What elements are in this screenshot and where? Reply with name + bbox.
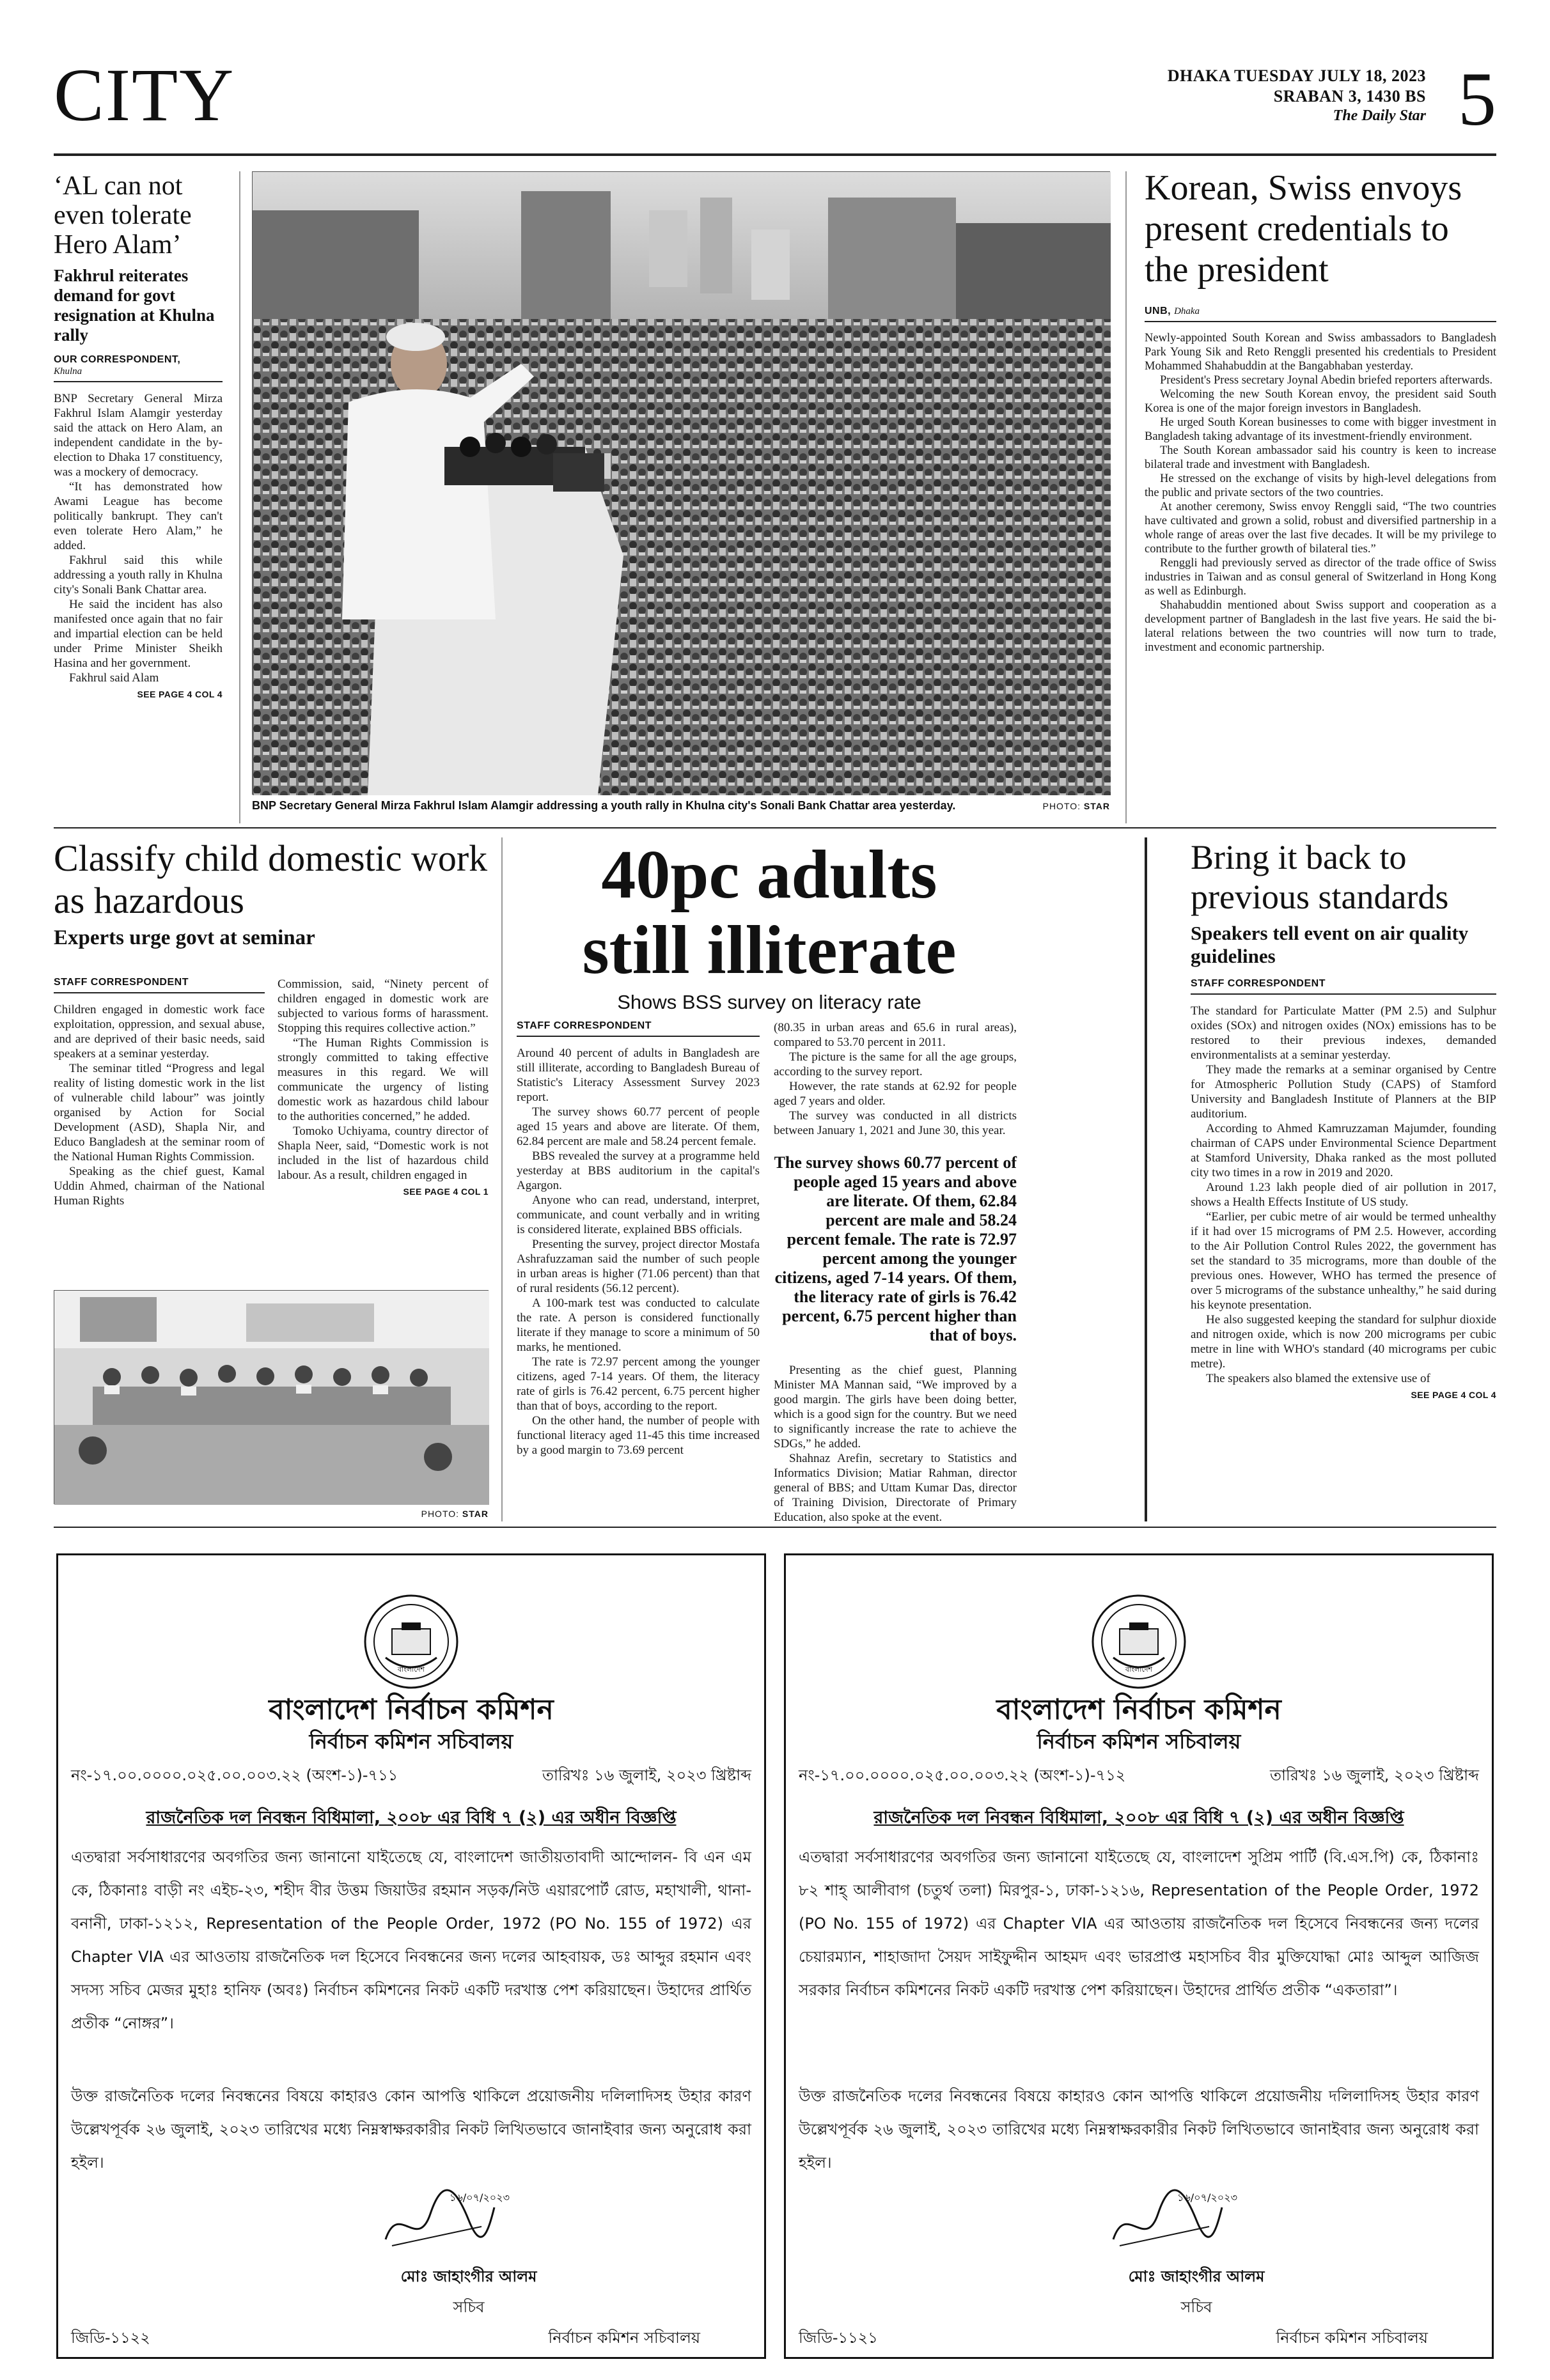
story-literacy	[517, 837, 1022, 1014]
story-child-byline: STAFF CORRESPONDENT	[54, 977, 265, 993]
notice-date: তারিখঃ ১৬ জুলাই, ২০২৩ খ্রিষ্টাব্দ	[1269, 1766, 1479, 1784]
paragraph: He urged South Korean businesses to come with bigger investment in Bangladesh taking advantage of its investment-friendly environment.	[1145, 416, 1496, 443]
section-rule	[54, 827, 1496, 828]
story-child-jump[interactable]: SEE PAGE 4 COL 1	[403, 1186, 489, 1197]
page-number: 5	[1458, 56, 1496, 141]
notice-code: জিডি-১১২২	[71, 2329, 150, 2347]
story-literacy-col2	[774, 1020, 1017, 1525]
paragraph: “The Human Rights Commission is strongly committed to taking effective measures in this regard. We will communicate the urgency of listing domestic work as hazardous child labour to the authorities concerned,” he added.	[278, 1036, 489, 1123]
credit-label: PHOTO:	[421, 1509, 460, 1519]
paragraph: Renggli had previously served as director of the trade office of Swiss industries in Taiwan and as consul general of Switzerland in Hong Kong as well as Edinburgh.	[1145, 557, 1496, 598]
story-literacy-deck: Shows BSS survey on literacy rate	[617, 991, 921, 1013]
notice-title: বাংলাদেশ নির্বাচন কমিশন	[269, 1693, 554, 1726]
seminar-photo-illustration	[54, 1291, 489, 1505]
story-literacy-byline: STAFF CORRESPONDENT	[517, 1020, 760, 1037]
paragraph: BNP Secretary General Mirza Fakhrul Islam Alamgir yesterday said the attack on Hero Alam, an independent candidate in the by-election to Dhaka 17 constituency, was a mockery of democracy.	[54, 392, 223, 479]
signature-icon	[1100, 2175, 1237, 2259]
notice-body-2: উক্ত রাজনৈতিক দলের নিবন্ধনের বিষয়ে কাহারও কোন আপত্তি থাকিলে প্রয়োজনীয় দলিলাদিসহ উহার কারণ উল্লেখপূর্বক ২৬ জুলাই, ২০২৩ তারিখের মধ্যে নিম্নস্বাক্ষরকারীর নিকট লিখিতভাবে জানাইবার জন্য অনুরোধ করা হইল।	[71, 2087, 751, 2172]
paragraph: Welcoming the new South Korean envoy, the president said South Korea is one of the major foreign investors in Bangladesh.	[1145, 388, 1496, 415]
signature-date: ১৬/০৭/২০২৩	[1177, 2191, 1237, 2204]
story-child-body-2	[278, 977, 489, 1183]
section-rule	[54, 1527, 1496, 1528]
paragraph: Around 1.23 lakh people died of air pollution in 2017, shows a Health Effects Institute of US study.	[1191, 1181, 1496, 1209]
paragraph: Anyone who can read, understand, interpret, communicate, and count verbally and in writing is considered literate, explained BBS officials.	[517, 1194, 760, 1236]
paragraph: (80.35 in urban areas and 65.6 in rural areas), compared to 53.70 percent in 2011.	[774, 1021, 1017, 1049]
story-air-deck: Speakers tell event on air quality guidelines	[1191, 922, 1469, 967]
paragraph: Shahnaz Arefin, secretary to Statistics and Informatics Division; Matiar Rahman, director general of BBS; and Uttam Kumar Das, director of Training Division, Directorate of Primary Education, also spoke at the event.	[774, 1452, 1017, 1524]
byline-text: OUR CORRESPONDENT,	[54, 354, 181, 365]
story-child-col2	[278, 977, 489, 1197]
paragraph: “It has demonstrated how Awami League has become politically bankrupt. They can't even tolerate Hero Alam,” he added.	[54, 480, 223, 552]
main-photo	[252, 171, 1110, 795]
masthead	[54, 53, 1496, 153]
story-literacy-body-1	[517, 1046, 760, 1458]
dateline: DHAKA TUESDAY JULY 18, 2023	[1167, 66, 1426, 85]
notice-signatory: মোঃ জাহাংগীর আলম	[400, 2267, 537, 2285]
notice-subtitle: নির্বাচন কমিশন সচিবালয়	[309, 1729, 513, 1754]
byline-location: Khulna	[54, 366, 82, 377]
column-divider	[239, 171, 240, 823]
story-literacy-body-2	[774, 1020, 1017, 1138]
signature-date: ১৬/০৭/২০২৩	[450, 2191, 510, 2204]
masthead-rule	[54, 153, 1496, 156]
story-envoys-headline: Korean, Swiss envoys present credentials to the president	[1145, 168, 1462, 290]
story-envoys-body	[1145, 331, 1496, 655]
signature-icon	[373, 2175, 510, 2259]
paragraph: According to Ahmed Kamruzzaman Majumder, founding chairman of CAPS under Environmental Science Department at Stamford University, Dhaka ranked as the most polluted city two times in a row in 2019 and 2020.	[1191, 1122, 1496, 1179]
seminar-photo-credit	[54, 1509, 489, 1519]
credit-source: STAR	[1083, 801, 1110, 811]
paragraph: The seminar titled “Progress and legal reality of listing domestic work in the list of vulnerable child labour” was jointly organised by Action for Social Development (ASD), Shapla Nir, and Educo Bangladesh at the seminar room of the National Human Rights Commission.	[54, 1062, 265, 1163]
paragraph: He stressed on the exchange of visits by high-level delegations from the public and private sectors of the two countries.	[1145, 472, 1496, 499]
paragraph: BBS revealed the survey at a programme held yesterday at BBS auditorium in the capital's Agargon.	[517, 1149, 760, 1192]
paragraph: Commission, said, “Ninety percent of children engaged in domestic work are subjected to various forms of harassment. Stopping this requires collective action.”	[278, 977, 489, 1035]
notice-designation: সচিব	[1180, 2298, 1212, 2316]
byline-text: UNB,	[1145, 306, 1171, 316]
ec-notice-2	[784, 1553, 1494, 2359]
notice-designation: সচিব	[453, 2298, 485, 2316]
notice-ref: নং-১৭.০০.০০০০.০২৫.০০.০০৩.২২ (অংশ-১)-৭১১	[71, 1766, 398, 1784]
column-divider	[1125, 171, 1127, 823]
paragraph: A 100-mark test was conducted to calculate the rate. A person is considered functionally literate if they manage to score a minimum of 50 marks, he mentioned.	[517, 1296, 760, 1354]
paper-logo: The Daily Star	[1333, 107, 1426, 124]
story-child-col1	[54, 977, 265, 1208]
story-child-body-1	[54, 1002, 265, 1208]
paragraph: Fakhrul said this while addressing a youth rally in Khulna city's Sonali Bank Chattar area.	[54, 554, 223, 596]
story-air	[1191, 837, 1496, 1400]
paragraph: “Earlier, per cubic metre of air would be termed unhealthy if it had over 15 micrograms of PM 2.5. However, according to the Air Pollution Control Rules 2022, the government has set the standard to 35 micrograms, more than double of the previous ones. However, WHO has termed the presence of over 5 micrograms of the substance unhealthy,” he said during his keynote presentation.	[1191, 1210, 1496, 1312]
notice-footer	[799, 2326, 1479, 2352]
paragraph: Fakhrul said Alam	[69, 671, 159, 685]
paragraph: Presenting the survey, project director Mostafa Ashrafuzzaman said the number of such people in urban areas is higher (71.06 percent) than that of rural residents (56.12 percent).	[517, 1238, 760, 1295]
notice-office: নির্বাচন কমিশন সচিবালয়	[548, 2329, 700, 2347]
paragraph: The picture is the same for all the age groups, according to the survey report.	[774, 1050, 1017, 1078]
notice-body-2: উক্ত রাজনৈতিক দলের নিবন্ধনের বিষয়ে কাহারও কোন আপত্তি থাকিলে প্রয়োজনীয় দলিলাদিসহ উহার কারণ উল্লেখপূর্বক ২৬ জুলাই, ২০২৩ তারিখের মধ্যে নিম্নস্বাক্ষরকারীর নিকট লিখিতভাবে জানাইবার জন্য অনুরোধ করা হইল।	[799, 2087, 1479, 2172]
notice-title: বাংলাদেশ নির্বাচন কমিশন	[996, 1693, 1281, 1726]
story-literacy-col1	[517, 1020, 760, 1458]
notice-date: তারিখঃ ১৬ জুলাই, ২০২৩ খ্রিষ্টাব্দ	[542, 1766, 751, 1784]
rally-photo-illustration	[253, 172, 1111, 795]
story-alam-body	[54, 391, 223, 685]
story-child-deck: Experts urge govt at seminar	[54, 926, 315, 949]
notice-refline	[799, 1764, 1479, 1789]
ec-seal-icon	[363, 1594, 459, 1690]
notice-heading: রাজনৈতিক দল নিবন্ধন বিধিমালা, ২০০৮ এর বিধি ৭ (২) এর অধীন বিজ্ঞপ্তি	[873, 1808, 1404, 1828]
paragraph: At another ceremony, Swiss envoy Renggli said, “The two countries have cultivated and grown a solid, robust and diversified partnership in a whole range of areas over the last five decades. It will be my privilege to contribute to the further growth of bilateral ties.”	[1145, 501, 1496, 556]
paragraph: The speakers also blamed the extensive use of	[1206, 1372, 1430, 1385]
story-child	[54, 837, 489, 950]
ec-notice-1	[56, 1553, 766, 2359]
notice-refline	[71, 1764, 751, 1789]
story-air-headline: Bring it back to previous standards	[1191, 838, 1449, 916]
byline-location: Dhaka	[1174, 306, 1200, 316]
paragraph: However, the rate stands at 62.92 for people aged 7 years and older.	[774, 1080, 1017, 1108]
credit-source: STAR	[462, 1509, 489, 1519]
paragraph: The survey was conducted in all districts between January 1, 2021 and June 30, this year.	[774, 1109, 1017, 1137]
notice-ref: নং-১৭.০০.০০০০.০২৫.০০.০০৩.২২ (অংশ-১)-৭১২	[799, 1766, 1126, 1784]
paragraph: They made the remarks at a seminar organised by Centre for Atmospheric Pollution Study (CAPS) of Stamford University and Bangladesh Institute of Planners at the BIP auditorium.	[1191, 1063, 1496, 1121]
seal-text: বাংলাদেশ	[1125, 1665, 1153, 1674]
story-alam-deck: Fakhrul reiterates demand for govt resignation at Khulna rally	[54, 266, 215, 345]
story-envoys	[1145, 167, 1496, 655]
story-alam-byline	[54, 354, 223, 382]
paragraph: The survey shows 60.77 percent of people aged 15 years and above are literate. Of them, 62.84 percent are male and 58.24 percent female.	[517, 1105, 760, 1148]
paragraph: Presenting as the chief guest, Planning Minister MA Mannan said, “We improved by a good margin. The girls have been doing better, which is a good sign for the country. But we need to significantly increase the rate to achieve the SDGs,” he added.	[774, 1364, 1017, 1451]
story-child-headline: Classify child domestic work as hazardous	[54, 837, 488, 921]
story-air-jump[interactable]: SEE PAGE 4 COL 4	[1411, 1390, 1496, 1400]
photo-credit	[1043, 801, 1110, 811]
story-alam-jump[interactable]: SEE PAGE 4 COL 4	[137, 689, 223, 699]
section-title: CITY	[54, 53, 235, 137]
paragraph: Shahabuddin mentioned about Swiss support and cooperation as a development partner of Bangladesh in the last five years. He said the bi-lateral relations between the two countries will now turn to trade, investment and economic partnership.	[1145, 599, 1496, 654]
paragraph: The standard for Particulate Matter (PM 2.5) and Sulphur oxides (SOx) and nitrogen oxides (NOx) emissions has to be restored to their previous indexes, demanded environmentalists at a seminar yesterday.	[1191, 1004, 1496, 1062]
notice-footer	[71, 2326, 751, 2352]
ec-seal-icon	[1091, 1594, 1187, 1690]
dateline-block	[1168, 66, 1426, 125]
notice-code: জিডি-১১২১	[799, 2329, 878, 2347]
paragraph: President's Press secretary Joynal Abedin briefed reporters afterwards.	[1160, 374, 1493, 387]
notice-subtitle: নির্বাচন কমিশন সচিবালয়	[1037, 1729, 1241, 1754]
paragraph: Speaking as the chief guest, Kamal Uddin Ahmed, chairman of the National Human Rights	[54, 1165, 265, 1208]
story-air-body	[1191, 1004, 1496, 1386]
caption-text: BNP Secretary General Mirza Fakhrul Islam Alamgir addressing a youth rally in Khulna city's Sonali Bank Chattar area yesterday.	[252, 799, 956, 812]
main-photo-caption	[252, 799, 1110, 813]
paragraph: Tomoko Uchiyama, country director of Shapla Neer, said, “Domestic work is not included in the list of hazardous child labour. As a result, children engaged in	[278, 1124, 489, 1182]
seal-text: বাংলাদেশ	[397, 1665, 425, 1674]
notice-office: নির্বাচন কমিশন সচিবালয়	[1276, 2329, 1428, 2347]
credit-label: PHOTO:	[1042, 801, 1081, 811]
paragraph: He also suggested keeping the standard for sulphur dioxide and nitrogen oxide, which is now 200 micrograms per cubic metre in line with WHO's standard (40 micrograms per cubic metre).	[1191, 1313, 1496, 1371]
notice-body-1: এতদ্বারা সর্বসাধারণের অবগতির জন্য জানানো যাইতেছে যে, বাংলাদেশ সুপ্রিম পার্টি (বি.এস.পি) কে, ঠিকানাঃ ৮২ শাহ্ আলীবাগ (চতুর্থ তলা) মিরপুর-১, ঢাকা-১২১৬, Representation of the People Order, 1972 (PO No. 155 of 1972) এর Chapter VIA এর আওতায় রাজনৈতিক দল হিসেবে নিবন্ধনের জন্য দলের চেয়ারম্যান, শাহাজাদা সৈয়দ সাইফুদ্দীন আহমদ এবং ভারপ্রাপ্ত মহাসচিব বীর মুক্তিযোদ্ধা মোঃ আব্দুল আজিজ সরকার নির্বাচন কমিশনের নিকট একটি দরখাস্ত পেশ করিয়াছেন। উহাদের প্রার্থিত প্রতীক “একতারা”।	[799, 1848, 1479, 1999]
story-literacy-body-3	[774, 1363, 1017, 1525]
notice-heading: রাজনৈতিক দল নিবন্ধন বিধিমালা, ২০০৮ এর বিধি ৭ (২) এর অধীন বিজ্ঞপ্তি	[146, 1808, 677, 1828]
column-divider	[501, 837, 503, 1521]
column-divider	[1145, 837, 1147, 1521]
paragraph: Around 40 percent of adults in Bangladesh are still illiterate, according to Bangladesh Bureau of Statistic's Literacy Assessment Survey 2023 report.	[517, 1046, 760, 1104]
paragraph: The South Korean ambassador said his country is keen to increase bilateral trade and investment with Bangladesh.	[1145, 444, 1496, 471]
seminar-photo	[54, 1290, 489, 1504]
story-alam	[54, 171, 223, 699]
bengali-date: SRABAN 3, 1430 BS	[1273, 87, 1426, 105]
story-air-byline: STAFF CORRESPONDENT	[1191, 978, 1496, 995]
pull-quote: The survey shows 60.77 percent of people aged 15 years and above are literate. Of them, 62.84 percent are male and 58.24 percent female. The rate is 72.97 percent among the younger citizens, aged 7-14 years. Of them, the literacy rate of girls is 76.42 percent, 6.75 percent higher than that of boys.	[774, 1153, 1017, 1344]
paragraph: He said the incident has also manifested once again that no fair and impartial election can be held under Prime Minister Sheikh Hasina and her government.	[54, 598, 223, 670]
paragraph: The rate is 72.97 percent among the younger citizens, aged 7-14 years. Of them, the literacy rate of girls is 76.42 percent, 6.75 percent higher than that of boys, according to the report.	[517, 1355, 760, 1413]
paragraph: Newly-appointed South Korean and Swiss ambassadors to Bangladesh Park Young Sik and Reto Renggli presented his credentials to President Mohammed Shahabuddin at the Bangabhaban yesterday.	[1145, 332, 1496, 373]
story-envoys-byline	[1145, 306, 1496, 322]
notice-signatory: মোঃ জাহাংগীর আলম	[1128, 2267, 1265, 2285]
paragraph: Children engaged in domestic work face exploitation, oppression, and sexual abuse, and are deprived of their basic needs, said speakers at a seminar yesterday.	[54, 1003, 265, 1061]
story-literacy-headline: 40pc adults still illiterate	[582, 837, 957, 988]
notice-body-1: এতদ্বারা সর্বসাধারণের অবগতির জন্য জানানো যাইতেছে যে, বাংলাদেশ জাতীয়তাবাদী আন্দোলন- বি এন এম কে, ঠিকানাঃ বাড়ী নং এইচ-২৩, শহীদ বীর উত্তম জিয়াউর রহমান সড়ক/নিউ এয়ারপোর্ট রোড, মহাখালী, থানা-বনানী, ঢাকা-১২১২, Representation of the People Order, 1972 (PO No. 155 of 1972) এর Chapter VIA এর আওতায় রাজনৈতিক দল হিসেবে নিবন্ধনের জন্য দলের আহবায়ক, ডঃ আব্দুর রহমান এবং সদস্য সচিব মেজর মুহাঃ হানিফ (অবঃ) নির্বাচন কমিশনের নিকট একটি দরখাস্ত পেশ করিয়াছেন। উহাদের প্রার্থিত প্রতীক “নোঙ্গর”।	[71, 1848, 751, 2032]
paragraph: On the other hand, the number of people with functional literacy aged 11-45 this time increased by a good margin to 73.69 percent	[517, 1414, 760, 1457]
story-alam-headline: ‘AL can not even tolerate Hero Alam’	[54, 171, 192, 260]
